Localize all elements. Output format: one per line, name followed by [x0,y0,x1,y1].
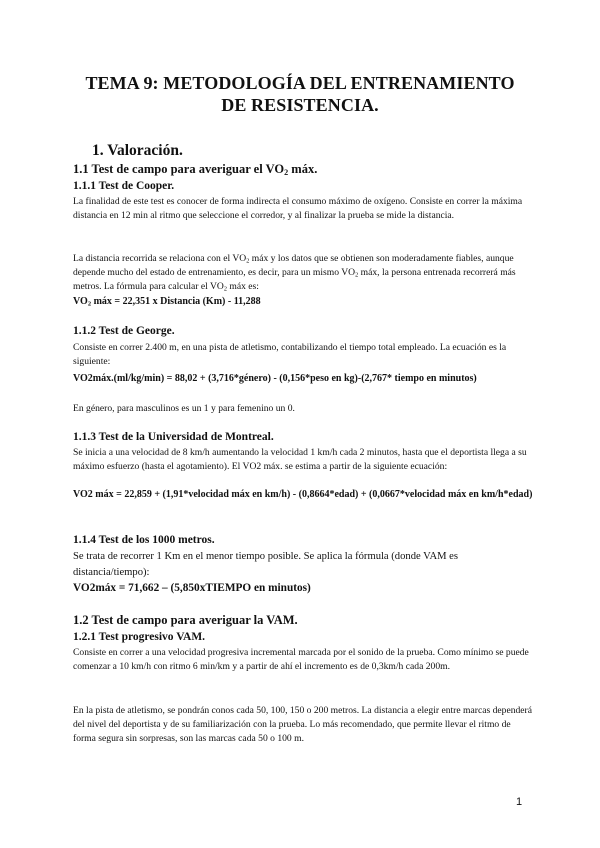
section-1-1-3-heading: 1.1.3 Test de la Universidad de Montreal. [73,431,274,443]
george-formula: VO2máx.(ml/kg/min) = 88,02 + (3,716*género) - (0,156*peso en kg)-(2,767* tiempo en minutos) [73,373,477,384]
title-line-1: TEMA 9: METODOLOGÍA DEL ENTRENAMIENTO [85,73,515,93]
title-line-2: DE RESISTENCIA. [221,95,379,115]
vam-paragraph-2: En la pista de atletismo, se pondrán conos cada 50, 100, 150 o 200 metros. La distancia a elegir entre marcas dependerá del nivel del deportista y de su familiarización con la prueba. Lo más recomendado, que permite llevar el ritmo de forma segura sin sorpresas, son las marcas cada 50 o 100 m. [73,705,533,744]
george-paragraph-1: Consiste en correr 2.400 m, en una pista de atletismo, contabilizando el tiempo total empleado. La ecuación es la siguiente: [73,342,507,367]
cooper-paragraph-1: La finalidad de este test es conocer de forma indirecta el consumo máximo de oxígeno. Consiste en correr la máxima distancia en 12 min al ritmo que seleccione el corredor, y al finalizar la prueba se mide la distancia. [73,196,523,221]
page-number: 1 [516,796,523,808]
section-1-1-1-heading: 1.1.1 Test de Cooper. [73,180,175,192]
document-title [40,72,560,116]
george-paragraph-2: En género, para masculinos es un 1 y para femenino un 0. [73,403,295,414]
vam-paragraph-1: Consiste en correr a una velocidad progresiva incremental marcada por el sonido de la prueba. Como mínimo se puede comenzar a 10 km/h con ritmo 6 min/km y a partir de ahí el incremento es de 0,3km/h cada 200m. [73,647,529,672]
montreal-paragraph-1: Se inicia a una velocidad de 8 km/h aumentando la velocidad 1 km/h cada 2 minutos, hasta que el deportista llega a su máximo esfuerzo (hasta el agotamiento). El VO2 máx. se estima a partir de la siguiente ecuación: [73,447,527,472]
thousand-meters-formula: VO2máx = 71,662 – (5,850xTIEMPO en minutos) [73,582,311,594]
section-1-heading: 1. Valoración. [92,142,183,159]
cooper-paragraph-2: La distancia recorrida se relaciona con el $VO_2$ máx y los datos que se obtienen son moderadamente fiables, aunque depende mucho del estado de entrenamiento, es decir, para un mismo $VO_2$ máx, la persona entrenada recorrerá más metros. La fórmula para calcular el $VO_2$ máx es: [73,253,516,293]
thousand-meters-paragraph: Se trata de recorrer 1 Km en el menor tiempo posible. Se aplica la fórmula (donde VAM es distancia/tiempo): [73,551,458,578]
montreal-formula: VO2 máx = 22,859 + (1,91*velocidad máx en km/h) - (0,8664*edad) + (0,0667*velocidad máx en km/h*edad) [73,489,533,500]
section-1-2-heading: 1.2 Test de campo para averiguar la VAM. [73,613,298,627]
section-1-1-2-heading: 1.1.2 Test de George. [73,325,175,337]
cooper-formula: $VO_2$ máx = 22,351 x Distancia (Km) - 11,288 [73,296,261,308]
section-1-1-4-heading: 1.1.4 Test de los 1000 metros. [73,534,215,546]
section-1-1-heading: 1.1 Test de campo para averiguar el $VO_2$ máx. [73,162,318,178]
section-1-2-1-heading: 1.2.1 Test progresivo VAM. [73,631,206,643]
